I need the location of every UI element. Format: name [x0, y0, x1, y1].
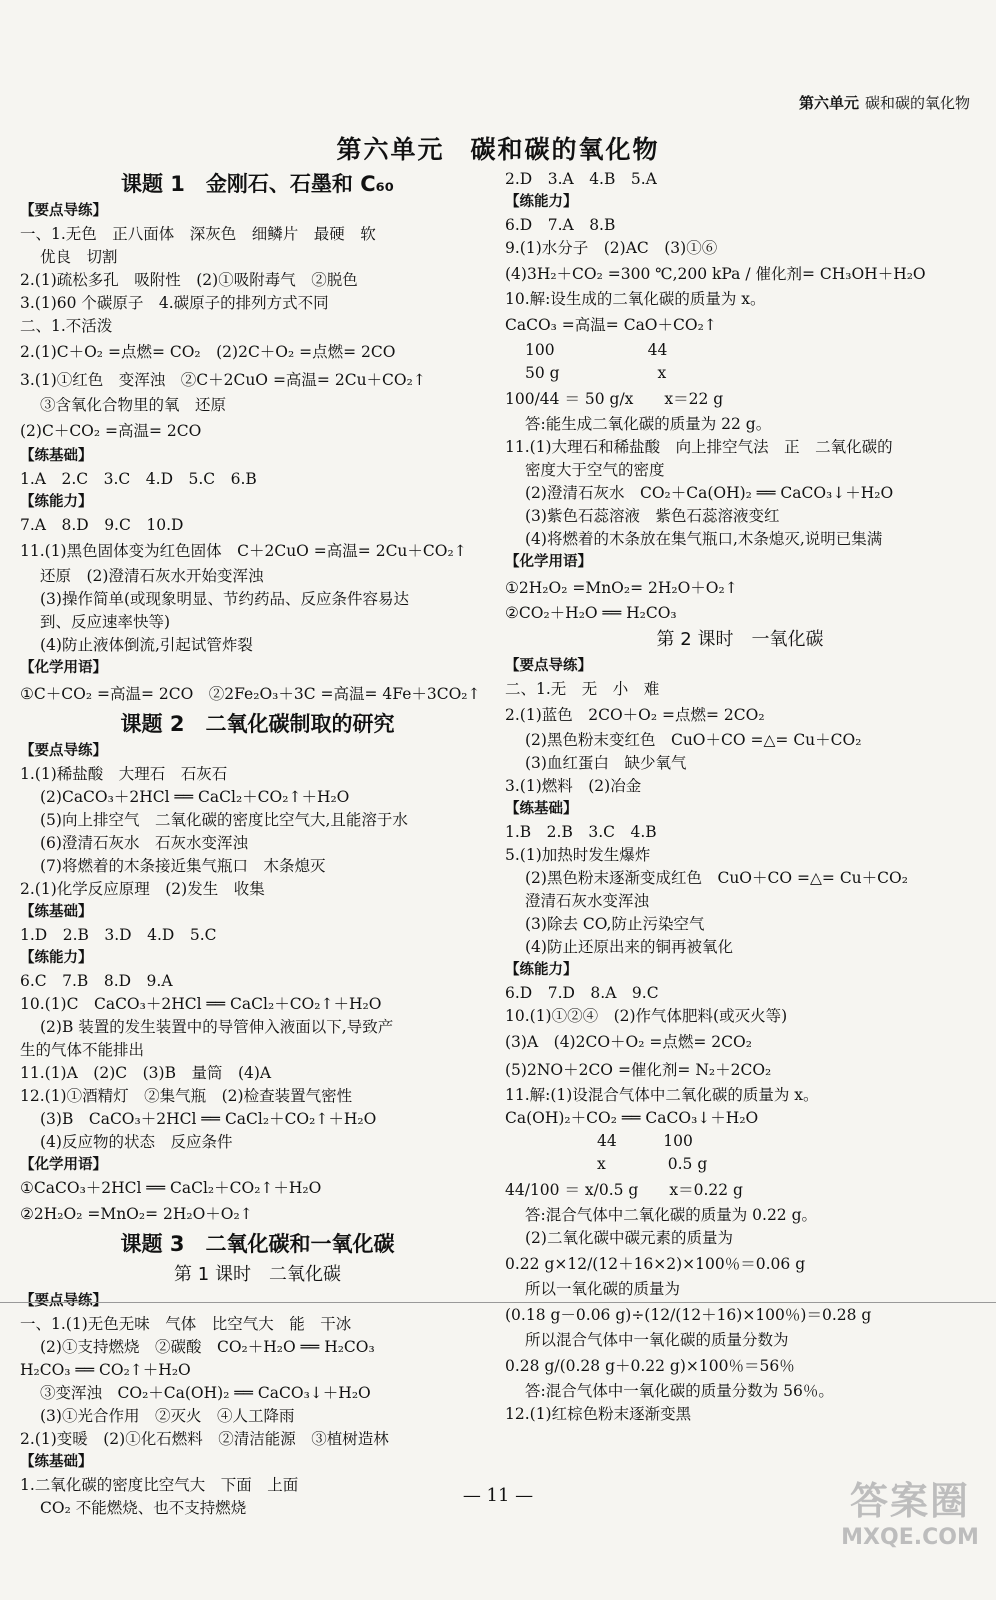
left-line: (3)①光合作用 ②灭火 ④人工降雨 — [40, 1407, 295, 1425]
left-line: 生的气体不能排出 — [20, 1041, 145, 1059]
right-line: (2)澄清石灰水 CO₂＋Ca(OH)₂ ══ CaCO₃↓＋H₂O — [525, 484, 894, 502]
left-line: (6)澄清石灰水 石灰水变浑浊 — [40, 834, 248, 852]
left-line: H₂CO₃ ══ CO₂↑＋H₂O — [20, 1361, 191, 1379]
left-line: (4)反应物的状态 反应条件 — [40, 1133, 233, 1151]
right-line: 0.22 g×12/(12＋16×2)×100％＝0.06 g — [505, 1255, 806, 1273]
left-line: ②2H₂O₂ =MnO₂= 2H₂O＋O₂↑ — [20, 1205, 253, 1223]
left-section-label: 【化学用语】 — [20, 660, 107, 676]
left-line: (3)操作简单(或现象明显、节约药品、反应条件容易达 — [40, 590, 410, 608]
left-line: (2)C＋CO₂ =高温= 2CO — [20, 422, 202, 440]
left-line: ①CaCO₃＋2HCl ══ CaCl₂＋CO₂↑＋H₂O — [20, 1179, 322, 1197]
right-line: 答:混合气体中二氧化碳的质量为 0.22 g。 — [525, 1206, 818, 1224]
right-section-label: 【练能力】 — [505, 194, 578, 210]
unit-title — [0, 130, 996, 166]
left-line: 1.二氧化碳的密度比空气大 下面 上面 — [20, 1476, 299, 1494]
left-line: 11.(1)A (2)C (3)B 量筒 (4)A — [20, 1064, 272, 1082]
right-line: (5)2NO＋2CO =催化剂= N₂＋2CO₂ — [505, 1061, 772, 1079]
right-line: 44/100 ＝ x/0.5 g x＝0.22 g — [505, 1181, 743, 1199]
left-session-title: 第 1 课时 二氧化碳 — [174, 1264, 341, 1285]
left-section-label: 【练能力】 — [20, 950, 93, 966]
left-line: 2.(1)化学反应原理 (2)发生 收集 — [20, 880, 265, 898]
left-line: 12.(1)①酒精灯 ②集气瓶 (2)检查装置气密性 — [20, 1087, 353, 1105]
right-line: 2.D 3.A 4.B 5.A — [505, 170, 657, 188]
left-section-label: 【练能力】 — [20, 494, 93, 510]
right-session-title: 第 2 课时 一氧化碳 — [656, 629, 824, 650]
right-line: (2)黑色粉末变红色 CuO＋CO =△= Cu＋CO₂ — [525, 731, 862, 749]
right-line: 密度大于空气的密度 — [525, 461, 665, 479]
left-line: 11.(1)黑色固体变为红色固体 C＋2CuO =高温= 2Cu＋CO₂↑ — [20, 542, 467, 560]
left-line: 一、1.(1)无色无味 气体 比空气大 能 干冰 — [20, 1315, 352, 1333]
right-line: 12.(1)红棕色粉末逐渐变黑 — [505, 1405, 692, 1423]
right-line: ②CO₂＋H₂O ══ H₂CO₃ — [505, 604, 677, 622]
right-line: 5.(1)加热时发生爆炸 — [505, 846, 651, 864]
right-line: 10.(1)①②④ (2)作气体肥料(或灭火等) — [505, 1007, 788, 1025]
left-section-label: 【练基础】 — [20, 904, 93, 920]
right-line: ①2H₂O₂ =MnO₂= 2H₂O＋O₂↑ — [505, 579, 738, 597]
left-section-label: 【练基础】 — [20, 448, 93, 464]
right-line: 9.(1)水分子 (2)AC (3)①⑥ — [505, 239, 718, 257]
right-line: 所以混合气体中一氧化碳的质量分数为 — [525, 1331, 789, 1349]
right-line: (3)血红蛋白 缺少氧气 — [525, 754, 687, 772]
left-line: 一、1.无色 正八面体 深灰色 细鳞片 最硬 软 — [20, 225, 376, 243]
right-line: 所以一氧化碳的质量为 — [525, 1280, 681, 1298]
left-line: 6.C 7.B 8.D 9.A — [20, 972, 173, 990]
right-line: 答:混合气体中一氧化碳的质量分数为 56％。 — [525, 1382, 834, 1400]
watermark — [840, 1470, 980, 1580]
right-line: 11.解:(1)设混合气体中二氧化碳的质量为 x。 — [505, 1086, 819, 1104]
right-line: 100/44 ＝ 50 g/x x＝22 g — [505, 390, 724, 408]
left-section-label: 【要点导练】 — [20, 743, 107, 759]
header-unit: 第六单元 — [798, 94, 859, 112]
left-line: (4)防止液体倒流,引起试管炸裂 — [40, 636, 253, 654]
left-line: 2.(1)疏松多孔 吸附性 (2)①吸附毒气 ②脱色 — [20, 271, 358, 289]
watermark-logo: 答案圈 — [849, 1479, 970, 1523]
right-line: (4)防止还原出来的铜再被氧化 — [525, 938, 733, 956]
right-line: (2)黑色粉末逐渐变成红色 CuO＋CO =△= Cu＋CO₂ — [525, 869, 908, 887]
left-line: 到、反应速率快等) — [40, 613, 171, 631]
right-line: (3)紫色石蕊溶液 紫色石蕊溶液变红 — [525, 507, 780, 525]
watermark-site: MXQE.COM — [841, 1525, 979, 1550]
page-number: — 11 — — [462, 1485, 534, 1506]
left-line: 2.(1)C＋O₂ =点燃= CO₂ (2)2C＋O₂ =点燃= 2CO — [20, 343, 396, 361]
right-line: 2.(1)蓝色 2CO＋O₂ =点燃= 2CO₂ — [505, 706, 765, 724]
right-line: 澄清石灰水变浑浊 — [525, 892, 650, 910]
right-line: (3)A (4)2CO＋O₂ =点燃= 2CO₂ — [505, 1033, 752, 1051]
right-section-label: 【要点导练】 — [505, 658, 592, 674]
left-line: 2.(1)变暖 (2)①化石燃料 ②清洁能源 ③植树造林 — [20, 1430, 389, 1448]
left-line: 3.(1)①红色 变浑浊 ②C＋2CuO =高温= 2Cu＋CO₂↑ — [20, 371, 426, 389]
left-answer-column — [20, 168, 495, 1520]
left-line: ③变浑浊 CO₂＋Ca(OH)₂ ══ CaCO₃↓＋H₂O — [40, 1384, 371, 1402]
left-lesson-title: 课题 1 金刚石、石墨和 C₆₀ — [120, 172, 395, 196]
right-section-label: 【练基础】 — [505, 801, 578, 817]
left-line: (5)向上排空气 二氧化碳的密度比空气大,且能溶于水 — [40, 811, 408, 829]
left-line: 1.(1)稀盐酸 大理石 石灰石 — [20, 765, 228, 783]
left-line: (7)将燃着的木条接近集气瓶口 木条熄灭 — [40, 857, 326, 875]
left-section-label: 【练基础】 — [20, 1454, 93, 1470]
left-line: 二、1.不活泼 — [20, 317, 113, 335]
right-line: 答:能生成二氧化碳的质量为 22 g。 — [525, 415, 772, 433]
left-line: (2)CaCO₃＋2HCl ══ CaCl₂＋CO₂↑＋H₂O — [40, 788, 350, 806]
right-line: 6.D 7.A 8.B — [505, 216, 616, 234]
left-line: 还原 (2)澄清石灰水开始变浑浊 — [40, 567, 264, 585]
right-line: (4)将燃着的木条放在集气瓶口,木条熄灭,说明已集满 — [525, 530, 883, 548]
right-line: (4)3H₂＋CO₂ =300 ℃,200 kPa / 催化剂= CH₃OH＋H₂O — [505, 265, 926, 283]
right-line: 44 100 — [535, 1132, 693, 1150]
left-section-label: 【要点导练】 — [20, 203, 107, 219]
right-line: 二、1.无 无 小 难 — [505, 680, 660, 698]
right-answer-column — [505, 168, 975, 1426]
right-line: 11.(1)大理石和稀盐酸 向上排空气法 正 二氧化碳的 — [505, 438, 893, 456]
running-header — [799, 92, 970, 113]
left-line: 10.(1)C CaCO₃＋2HCl ══ CaCl₂＋CO₂↑＋H₂O — [20, 995, 382, 1013]
right-line: (0.18 g－0.06 g)÷(12/(12＋16)×100％)＝0.28 g — [505, 1306, 872, 1324]
right-section-label: 【练能力】 — [505, 962, 578, 978]
left-line: 1.A 2.C 3.C 4.D 5.C 6.B — [20, 470, 257, 488]
right-section-label: 【化学用语】 — [505, 554, 592, 570]
left-line: ③含氧化合物里的氧 还原 — [40, 396, 227, 414]
left-lesson-title: 课题 2 二氧化碳制取的研究 — [120, 712, 395, 736]
left-line: 7.A 8.D 9.C 10.D — [20, 516, 184, 534]
right-line: Ca(OH)₂＋CO₂ ══ CaCO₃↓＋H₂O — [505, 1109, 759, 1127]
header-subtitle: 碳和碳的氧化物 — [864, 94, 970, 112]
left-line: 3.(1)60 个碳原子 4.碳原子的排列方式不同 — [20, 294, 329, 312]
right-line: 6.D 7.D 8.A 9.C — [505, 984, 659, 1002]
unit-title-part1: 第六单元 — [336, 135, 445, 164]
right-line: CaCO₃ =高温= CaO＋CO₂↑ — [505, 316, 717, 334]
left-line: (2)B 装置的发生装置中的导管伸入液面以下,导致产 — [40, 1018, 394, 1036]
right-line: 1.B 2.B 3.C 4.B — [505, 823, 657, 841]
left-line: 优良 切割 — [40, 248, 118, 266]
left-line: CO₂ 不能燃烧、也不支持燃烧 — [40, 1499, 247, 1517]
right-line: 10.解:设生成的二氧化碳的质量为 x。 — [505, 290, 766, 308]
right-line: (3)除去 CO,防止污染空气 — [525, 915, 705, 933]
right-line: 0.28 g/(0.28 g＋0.22 g)×100％＝56％ — [505, 1357, 795, 1375]
unit-title-part2: 碳和碳的氧化物 — [470, 135, 660, 164]
left-line: ①C＋CO₂ =高温= 2CO ②2Fe₂O₃＋3C =高温= 4Fe＋3CO₂↑ — [20, 685, 481, 703]
right-line: 100 44 — [525, 341, 668, 359]
left-line: (3)B CaCO₃＋2HCl ══ CaCl₂＋CO₂↑＋H₂O — [40, 1110, 377, 1128]
right-line: (2)二氧化碳中碳元素的质量为 — [525, 1229, 733, 1247]
left-section-label: 【化学用语】 — [20, 1157, 107, 1173]
right-line: 50 g x — [525, 364, 667, 382]
left-line: 1.D 2.B 3.D 4.D 5.C — [20, 926, 217, 944]
left-line: (2)①支持燃烧 ②碳酸 CO₂＋H₂O ══ H₂CO₃ — [40, 1338, 375, 1356]
right-line: x 0.5 g — [535, 1155, 708, 1173]
left-section-label: 【要点导练】 — [20, 1293, 107, 1309]
page-divider — [0, 1302, 996, 1303]
right-line: 3.(1)燃料 (2)冶金 — [505, 777, 642, 795]
left-lesson-title: 课题 3 二氧化碳和一氧化碳 — [120, 1232, 395, 1256]
